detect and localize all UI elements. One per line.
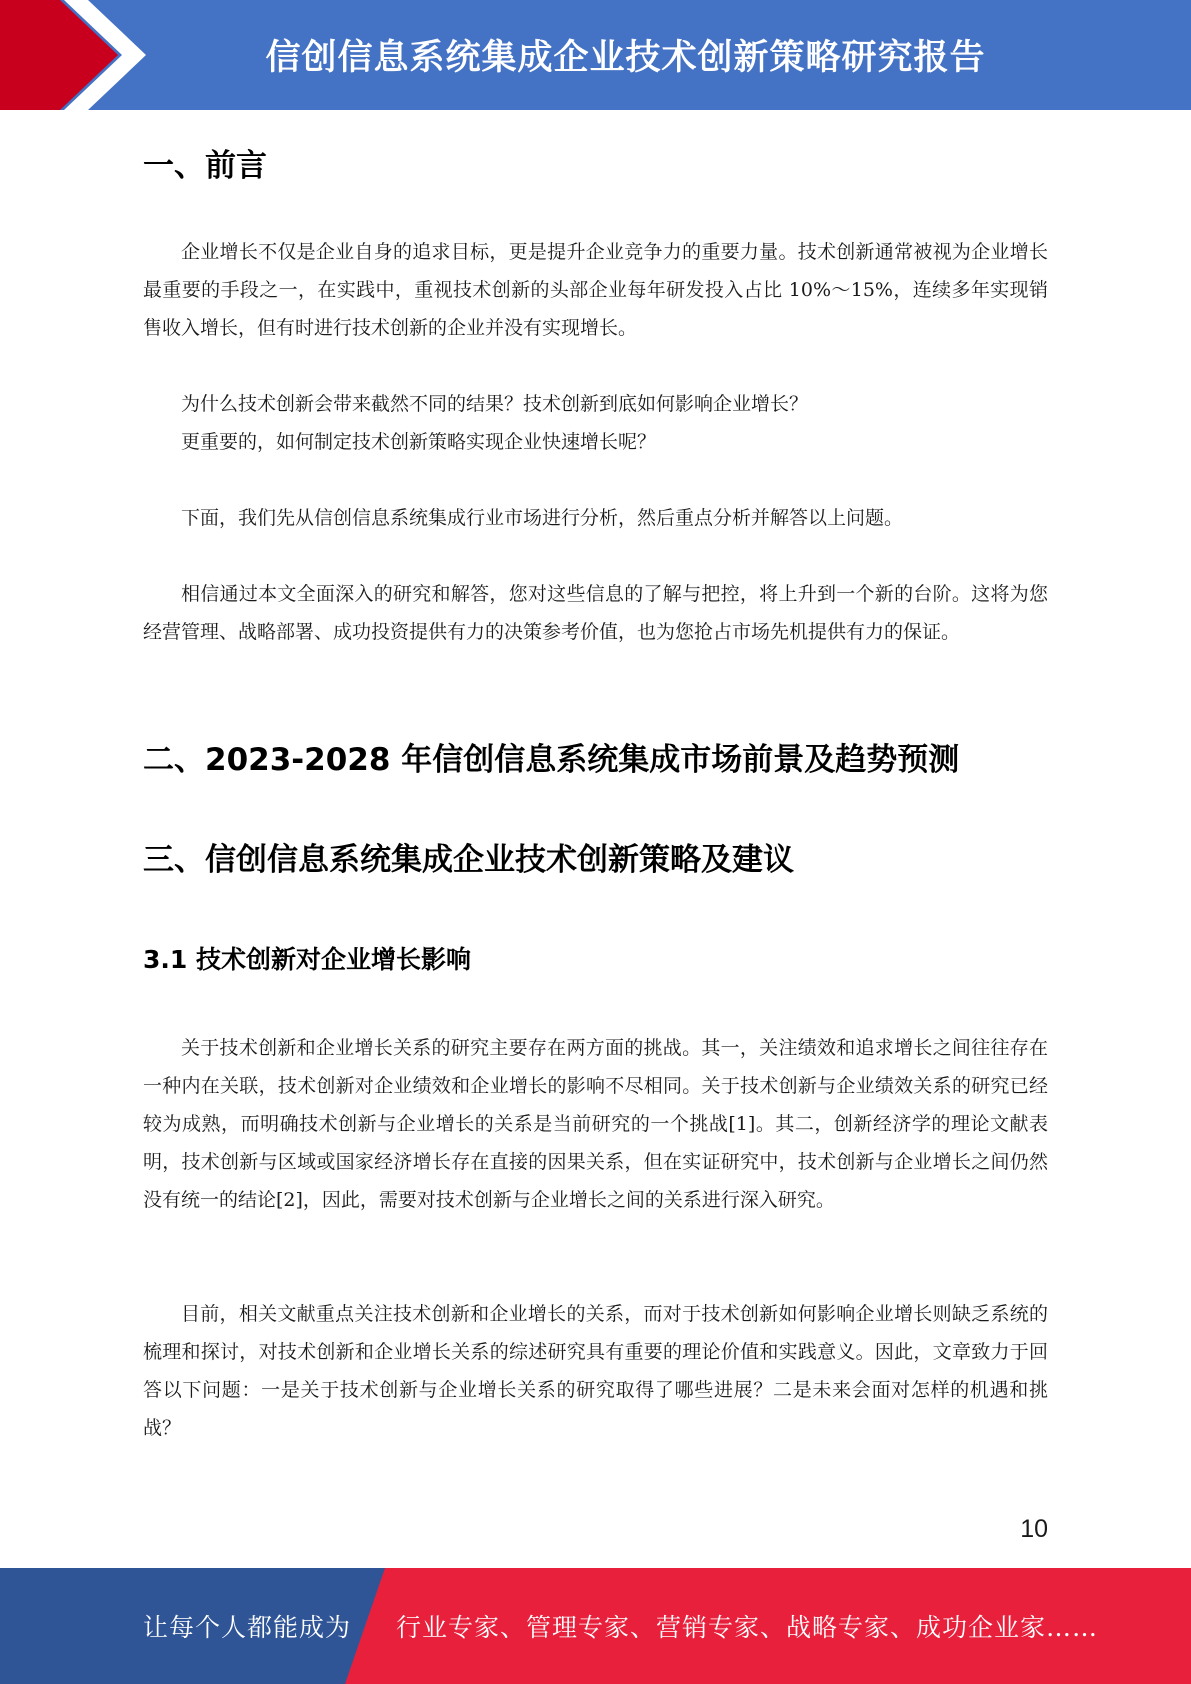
section-1-paragraph-2-line-2: 更重要的，如何制定技术创新策略实现企业快速增长呢？ [181, 431, 657, 453]
subsection-3-1-heading: 3.1 技术创新对企业增长影响 [143, 945, 471, 974]
footer-slogan-right: 行业专家、管理专家、营销专家、战略专家、成功企业家…… [396, 1613, 1099, 1642]
footer-slogan-left: 让每个人都能成为 [143, 1613, 352, 1642]
page-footer [0, 1568, 1191, 1684]
subsection-3-1-paragraph-2: 目前，相关文献重点关注技术创新和企业增长的关系，而对于技术创新如何影响企业增长则缺乏系统的梳理和探讨，对技术创新和企业增长关系的综述研究具有重要的理论价值和实践意义。因此，文章致力于回答以下问题：一是关于技术创新与企业增长关系的研究取得了哪些进展？二是未来会面对怎样的机遇和挑战？ [143, 1303, 1048, 1439]
report-title: 信创信息系统集成企业技术创新策略研究报告 [265, 38, 986, 78]
page-header [0, 0, 1191, 110]
section-1-heading: 一、前言 [143, 148, 267, 184]
page-number: 10 [1020, 1515, 1048, 1543]
section-2-heading: 二、2023-2028 年信创信息系统集成市场前景及趋势预测 [143, 742, 960, 778]
subsection-3-1-paragraph-1: 关于技术创新和企业增长关系的研究主要存在两方面的挑战。其一，关注绩效和追求增长之间往往存在一种内在关联，技术创新对企业绩效和企业增长的影响不尽相同。关于技术创新与企业绩效关系的研究已经较为成熟，而明确技术创新与企业增长的关系是当前研究的一个挑战[1]。其二，创新经济学的理论文献表明，技术创新与区域或国家经济增长存在直接的因果关系，但在实证研究中，技术创新与企业增长之间仍然没有统一的结论[2]，因此，需要对技术创新与企业增长之间的关系进行深入研究。 [143, 1037, 1048, 1211]
section-3-heading: 三、信创信息系统集成企业技术创新策略及建议 [143, 842, 794, 878]
section-1-paragraph-1: 企业增长不仅是企业自身的追求目标，更是提升企业竞争力的重要力量。技术创新通常被视为企业增长最重要的手段之一，在实践中，重视技术创新的头部企业每年研发投入占比 10%～15%，连续多年实现销售收入增长，但有时进行技术创新的企业并没有实现增长。 [143, 241, 1048, 339]
section-1-paragraph-4: 相信通过本文全面深入的研究和解答，您对这些信息的了解与把控，将上升到一个新的台阶。这将为您经营管理、战略部署、成功投资提供有力的决策参考价值，也为您抢占市场先机提供有力的保证。 [143, 583, 1048, 643]
section-1-paragraph-2-line-1: 为什么技术创新会带来截然不同的结果？技术创新到底如何影响企业增长？ [181, 393, 809, 415]
section-1-paragraph-3: 下面，我们先从信创信息系统集成行业市场进行分析，然后重点分析并解答以上问题。 [181, 507, 904, 529]
